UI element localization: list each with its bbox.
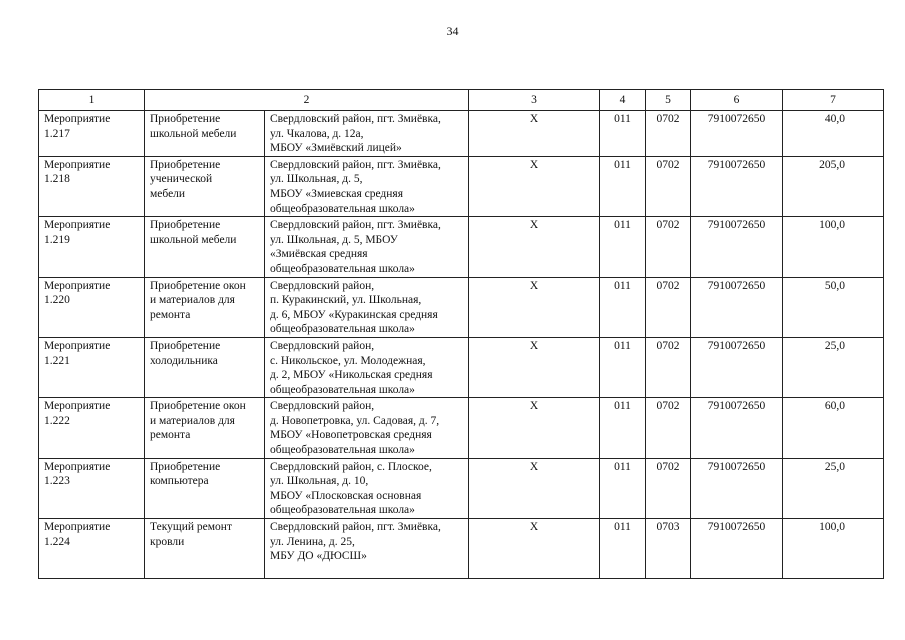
- col6-cell: 7910072650: [691, 277, 783, 337]
- col5-cell: 0702: [646, 398, 691, 458]
- address-line: МБОУ «Змиёвский лицей»: [270, 142, 402, 155]
- col3-cell: X: [469, 519, 600, 579]
- table-row: [39, 337, 884, 397]
- col4-cell: 011: [600, 519, 646, 579]
- address-cell: [265, 277, 469, 337]
- table-row: [39, 217, 884, 277]
- event-id-cell: Мероприятие 1.217: [39, 111, 145, 157]
- address-line: Свердловский район, пгт. Змиёвка,: [270, 219, 441, 232]
- amount-cell: 100,0: [783, 519, 884, 579]
- address-line: ул. Школьная, д. 10,: [270, 475, 369, 488]
- table-row: [39, 519, 884, 579]
- address-line: Свердловский район,: [270, 279, 375, 292]
- address-line: с. Никольское, ул. Молодежная,: [270, 354, 426, 367]
- col-header-4: 4: [600, 90, 646, 111]
- event-id-cell: Мероприятие 1.222: [39, 398, 145, 458]
- col4-cell: 011: [600, 156, 646, 216]
- address-line: общеобразовательная школа»: [270, 202, 415, 215]
- col5-cell: 0702: [646, 111, 691, 157]
- col5-cell: 0702: [646, 458, 691, 518]
- event-name-cell: Приобретение школьной мебели: [145, 217, 265, 277]
- event-id-cell: Мероприятие 1.218: [39, 156, 145, 216]
- col3-cell: X: [469, 217, 600, 277]
- col5-cell: 0703: [646, 519, 691, 579]
- col-header-7: 7: [783, 90, 884, 111]
- address-line: д. 6, МБОУ «Куракинская средняя: [270, 308, 438, 321]
- address-line: Свердловский район,: [270, 400, 375, 413]
- address-cell: [265, 111, 469, 157]
- amount-cell: 50,0: [783, 277, 884, 337]
- amount-cell: 25,0: [783, 337, 884, 397]
- address-cell: [265, 156, 469, 216]
- col5-cell: 0702: [646, 156, 691, 216]
- amount-cell: 25,0: [783, 458, 884, 518]
- col3-cell: X: [469, 458, 600, 518]
- col5-cell: 0702: [646, 277, 691, 337]
- col6-cell: 7910072650: [691, 217, 783, 277]
- col3-cell: X: [469, 398, 600, 458]
- event-name-cell: Приобретение школьной мебели: [145, 111, 265, 157]
- address-cell: [265, 337, 469, 397]
- col4-cell: 011: [600, 458, 646, 518]
- col-header-5: 5: [646, 90, 691, 111]
- address-line: ул. Школьная, д. 5, МБОУ: [270, 233, 398, 246]
- amount-cell: 40,0: [783, 111, 884, 157]
- event-name-cell: Приобретение холодильника: [145, 337, 265, 397]
- address-cell: [265, 217, 469, 277]
- address-line: д. 2, МБОУ «Никольская средняя: [270, 369, 433, 382]
- col4-cell: 011: [600, 111, 646, 157]
- table-row: [39, 398, 884, 458]
- col4-cell: 011: [600, 337, 646, 397]
- col3-cell: X: [469, 277, 600, 337]
- address-line: «Змиёвская средняя: [270, 248, 368, 261]
- address-line: МБОУ «Плосковская основная: [270, 489, 422, 502]
- address-line: общеобразовательная школа»: [270, 444, 415, 457]
- col-header-3: 3: [469, 90, 600, 111]
- event-id-cell: Мероприятие 1.223: [39, 458, 145, 518]
- col3-cell: X: [469, 337, 600, 397]
- address-line: п. Куракинский, ул. Школьная,: [270, 294, 422, 307]
- budget-table: [38, 89, 884, 579]
- address-line: Свердловский район, пгт. Змиёвка,: [270, 521, 441, 534]
- address-line: Свердловский район,: [270, 339, 375, 352]
- col-header-2: 2: [145, 90, 469, 111]
- address-line: общеобразовательная школа»: [270, 323, 415, 336]
- address-line: МБОУ «Новопетровская средняя: [270, 429, 432, 442]
- event-id-cell: Мероприятие 1.220: [39, 277, 145, 337]
- event-name-cell: Приобретение компьютера: [145, 458, 265, 518]
- col4-cell: 011: [600, 398, 646, 458]
- col5-cell: 0702: [646, 217, 691, 277]
- address-line: д. Новопетровка, ул. Садовая, д. 7,: [270, 414, 440, 427]
- col-header-1: 1: [39, 90, 145, 111]
- col6-cell: 7910072650: [691, 156, 783, 216]
- address-line: общеобразовательная школа»: [270, 262, 415, 275]
- col3-cell: X: [469, 111, 600, 157]
- col5-cell: 0702: [646, 337, 691, 397]
- address-line: ул. Школьная, д. 5,: [270, 173, 363, 186]
- table-row: [39, 277, 884, 337]
- address-line: общеобразовательная школа»: [270, 504, 415, 517]
- col6-cell: 7910072650: [691, 458, 783, 518]
- event-name-cell: Приобретение ученической мебели: [145, 156, 265, 216]
- amount-cell: 100,0: [783, 217, 884, 277]
- address-line: Свердловский район, с. Плоское,: [270, 460, 432, 473]
- header-row: [39, 90, 884, 111]
- address-cell: [265, 458, 469, 518]
- col6-cell: 7910072650: [691, 337, 783, 397]
- event-name-cell: Приобретение окон и материалов для ремонта: [145, 398, 265, 458]
- table-row: [39, 458, 884, 518]
- address-line: Свердловский район, пгт. Змиёвка,: [270, 158, 441, 171]
- address-line: ул. Ленина, д. 25,: [270, 535, 355, 548]
- address-cell: [265, 519, 469, 579]
- table-body: [39, 111, 884, 579]
- col6-cell: 7910072650: [691, 398, 783, 458]
- amount-cell: 205,0: [783, 156, 884, 216]
- page-number: 34: [446, 24, 459, 38]
- address-cell: [265, 398, 469, 458]
- event-name-cell: Приобретение окон и материалов для ремонта: [145, 277, 265, 337]
- event-id-cell: Мероприятие 1.224: [39, 519, 145, 579]
- address-line: МБОУ «Змиевская средняя: [270, 187, 404, 200]
- event-name-cell: Текущий ремонт кровли: [145, 519, 265, 579]
- address-line: Свердловский район, пгт. Змиёвка,: [270, 113, 441, 125]
- event-id-cell: Мероприятие 1.221: [39, 337, 145, 397]
- amount-cell: 60,0: [783, 398, 884, 458]
- col4-cell: 011: [600, 277, 646, 337]
- col4-cell: 011: [600, 217, 646, 277]
- address-line: ул. Чкалова, д. 12а,: [270, 127, 364, 140]
- col-header-6: 6: [691, 90, 783, 111]
- col3-cell: X: [469, 156, 600, 216]
- table-row: [39, 111, 884, 157]
- address-line: общеобразовательная школа»: [270, 383, 415, 396]
- event-id-cell: Мероприятие 1.219: [39, 217, 145, 277]
- col6-cell: 7910072650: [691, 519, 783, 579]
- address-line: МБУ ДО «ДЮСШ»: [270, 550, 367, 563]
- col6-cell: 7910072650: [691, 111, 783, 157]
- table-row: [39, 156, 884, 216]
